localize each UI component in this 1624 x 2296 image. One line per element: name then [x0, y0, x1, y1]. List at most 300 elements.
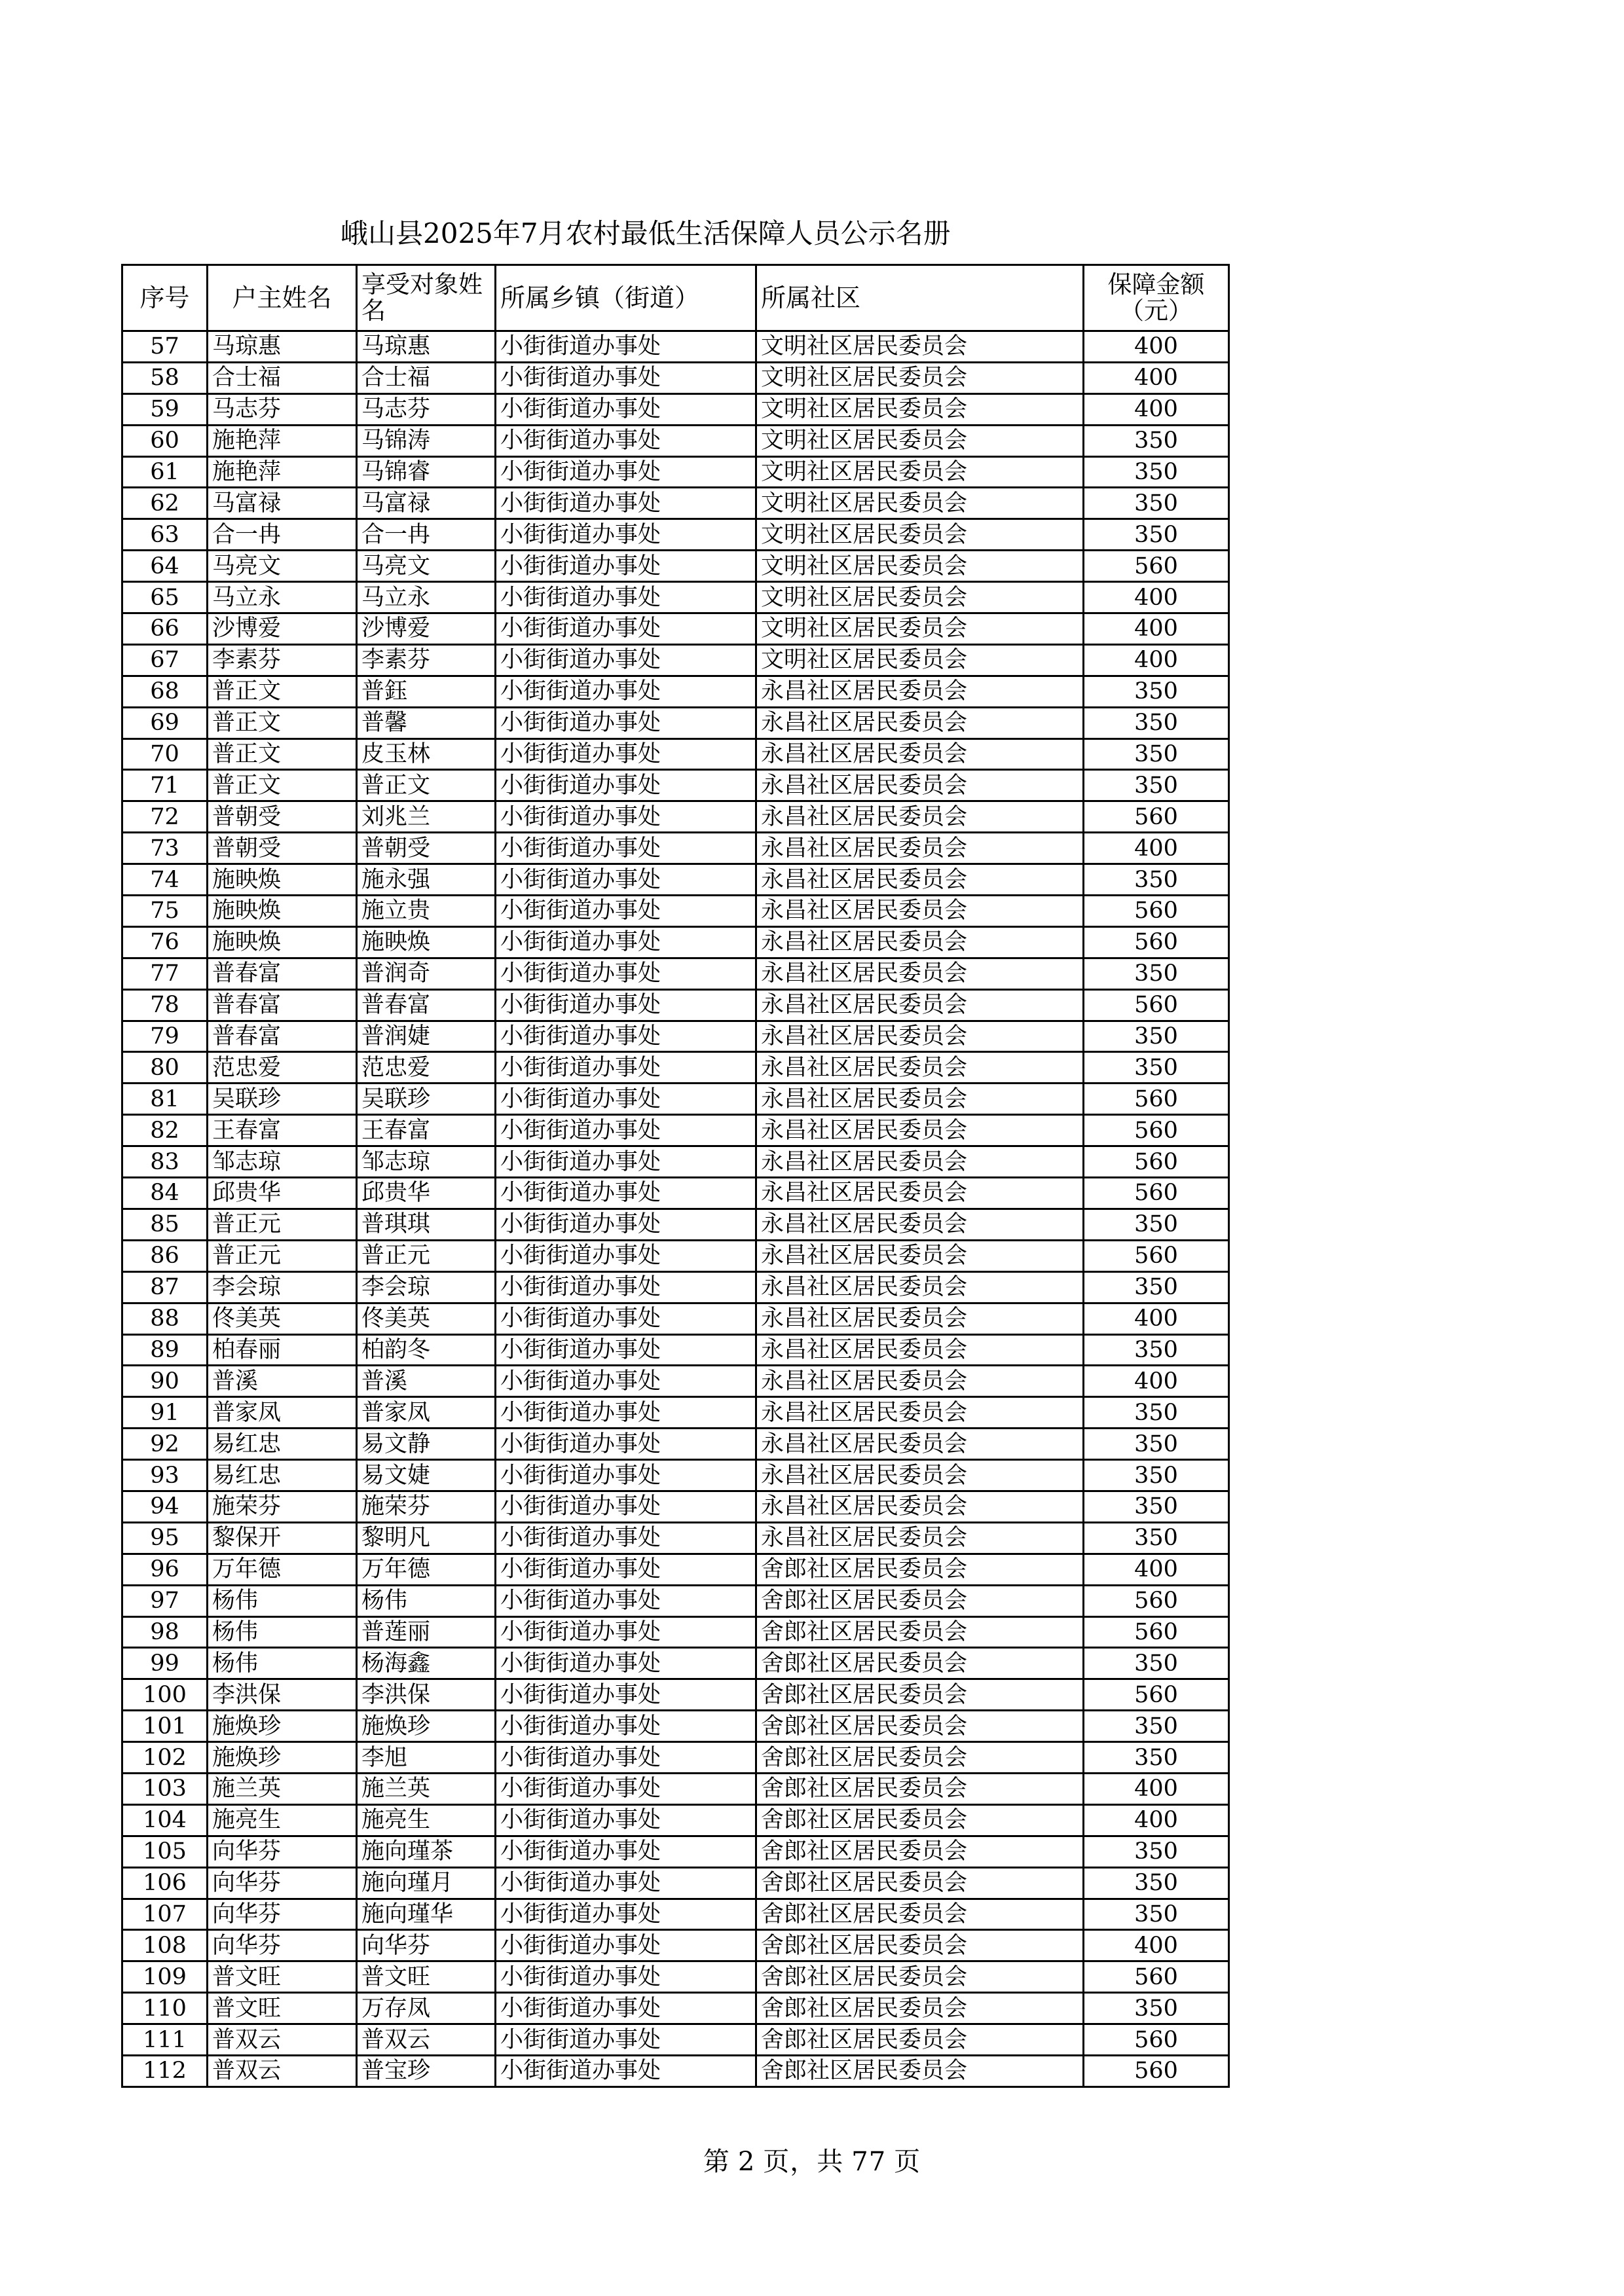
cell-township: 小街街道办事处: [496, 1867, 756, 1899]
cell-township: 小街街道办事处: [496, 738, 756, 770]
cell-beneficiary: 施荣芬: [357, 1491, 496, 1522]
table-row: [122, 676, 1229, 707]
cell-index: 87: [122, 1271, 208, 1303]
table-row: [122, 1961, 1229, 1993]
cell-beneficiary: 施兰英: [357, 1773, 496, 1804]
cell-beneficiary: 普宝珍: [357, 2055, 496, 2086]
table-row: [122, 1084, 1229, 1115]
cell-township: 小街街道办事处: [496, 1303, 756, 1334]
cell-beneficiary: 刘兆兰: [357, 801, 496, 833]
cell-township: 小街街道办事处: [496, 770, 756, 801]
cell-community: 永昌社区居民委员会: [756, 1178, 1084, 1209]
cell-township: 小街街道办事处: [496, 519, 756, 551]
cell-community: 舍郎社区居民委员会: [756, 2055, 1084, 2086]
cell-beneficiary: 李素芬: [357, 644, 496, 676]
cell-householder: 合一冉: [208, 519, 357, 551]
cell-householder: 普春富: [208, 1021, 357, 1052]
cell-community: 永昌社区居民委员会: [756, 1146, 1084, 1178]
cell-amount: 400: [1084, 613, 1229, 645]
cell-amount: 350: [1084, 1429, 1229, 1460]
cell-householder: 杨伟: [208, 1616, 357, 1648]
cell-householder: 马亮文: [208, 551, 357, 582]
cell-community: 舍郎社区居民委员会: [756, 1804, 1084, 1836]
cell-beneficiary: 施向瑾月: [357, 1867, 496, 1899]
cell-index: 82: [122, 1115, 208, 1146]
cell-beneficiary: 柏韵冬: [357, 1334, 496, 1366]
table-row: [122, 1178, 1229, 1209]
cell-amount: 400: [1084, 1366, 1229, 1397]
table-row: [122, 738, 1229, 770]
roster-table: [121, 264, 1230, 2088]
cell-index: 76: [122, 926, 208, 958]
cell-index: 69: [122, 707, 208, 738]
cell-householder: 邹志琼: [208, 1146, 357, 1178]
cell-beneficiary: 普莲丽: [357, 1616, 496, 1648]
cell-township: 小街街道办事处: [496, 393, 756, 425]
cell-beneficiary: 普文旺: [357, 1961, 496, 1993]
table-row: [122, 1585, 1229, 1616]
cell-community: 舍郎社区居民委员会: [756, 1867, 1084, 1899]
cell-amount: 350: [1084, 864, 1229, 896]
table-row: [122, 1836, 1229, 1867]
cell-index: 106: [122, 1867, 208, 1899]
cell-householder: 施艳萍: [208, 425, 357, 456]
cell-index: 59: [122, 393, 208, 425]
column-header-index: 序号: [122, 265, 208, 331]
cell-township: 小街街道办事处: [496, 1052, 756, 1084]
table-row: [122, 1460, 1229, 1491]
cell-township: 小街街道办事处: [496, 488, 756, 519]
table-row: [122, 1115, 1229, 1146]
cell-amount: 350: [1084, 1711, 1229, 1742]
cell-index: 88: [122, 1303, 208, 1334]
cell-beneficiary: 普润婕: [357, 1021, 496, 1052]
cell-community: 舍郎社区居民委员会: [756, 1679, 1084, 1711]
table-row: [122, 613, 1229, 645]
table-row: [122, 582, 1229, 613]
cell-householder: 佟美英: [208, 1303, 357, 1334]
table-row: [122, 1711, 1229, 1742]
cell-index: 81: [122, 1084, 208, 1115]
cell-community: 文明社区居民委员会: [756, 456, 1084, 488]
cell-householder: 施映焕: [208, 896, 357, 927]
cell-index: 68: [122, 676, 208, 707]
cell-beneficiary: 施立贵: [357, 896, 496, 927]
cell-beneficiary: 施映焕: [357, 926, 496, 958]
cell-householder: 施焕珍: [208, 1711, 357, 1742]
cell-township: 小街街道办事处: [496, 676, 756, 707]
cell-community: 舍郎社区居民委员会: [756, 1554, 1084, 1585]
cell-community: 永昌社区居民委员会: [756, 801, 1084, 833]
cell-amount: 350: [1084, 770, 1229, 801]
cell-township: 小街街道办事处: [496, 801, 756, 833]
table-row: [122, 1240, 1229, 1271]
cell-index: 77: [122, 958, 208, 989]
table-row: [122, 833, 1229, 864]
cell-amount: 350: [1084, 1460, 1229, 1491]
cell-township: 小街街道办事处: [496, 582, 756, 613]
cell-beneficiary: 黎明凡: [357, 1522, 496, 1554]
table-row: [122, 1679, 1229, 1711]
cell-beneficiary: 范忠爱: [357, 1052, 496, 1084]
cell-amount: 350: [1084, 1209, 1229, 1240]
table-row: [122, 1554, 1229, 1585]
cell-beneficiary: 易文婕: [357, 1460, 496, 1491]
cell-index: 105: [122, 1836, 208, 1867]
table-row: [122, 644, 1229, 676]
cell-householder: 杨伟: [208, 1648, 357, 1679]
cell-amount: 350: [1084, 519, 1229, 551]
cell-index: 90: [122, 1366, 208, 1397]
cell-beneficiary: 马立永: [357, 582, 496, 613]
cell-beneficiary: 李会琼: [357, 1271, 496, 1303]
cell-township: 小街街道办事处: [496, 1271, 756, 1303]
cell-community: 永昌社区居民委员会: [756, 833, 1084, 864]
cell-householder: 普朝受: [208, 833, 357, 864]
cell-township: 小街街道办事处: [496, 1021, 756, 1052]
cell-householder: 万年德: [208, 1554, 357, 1585]
table-row: [122, 1742, 1229, 1774]
cell-index: 110: [122, 1993, 208, 2024]
cell-township: 小街街道办事处: [496, 1397, 756, 1429]
cell-index: 95: [122, 1522, 208, 1554]
cell-index: 104: [122, 1804, 208, 1836]
cell-beneficiary: 施亮生: [357, 1804, 496, 1836]
cell-community: 文明社区居民委员会: [756, 613, 1084, 645]
cell-community: 文明社区居民委员会: [756, 488, 1084, 519]
cell-amount: 560: [1084, 926, 1229, 958]
cell-beneficiary: 普正元: [357, 1240, 496, 1271]
cell-township: 小街街道办事处: [496, 1585, 756, 1616]
cell-beneficiary: 邱贵华: [357, 1178, 496, 1209]
cell-community: 永昌社区居民委员会: [756, 1491, 1084, 1522]
cell-index: 96: [122, 1554, 208, 1585]
cell-householder: 普正元: [208, 1209, 357, 1240]
cell-township: 小街街道办事处: [496, 1554, 756, 1585]
cell-community: 永昌社区居民委员会: [756, 896, 1084, 927]
cell-community: 永昌社区居民委员会: [756, 676, 1084, 707]
cell-beneficiary: 普双云: [357, 2024, 496, 2056]
cell-community: 舍郎社区居民委员会: [756, 1585, 1084, 1616]
cell-householder: 施艳萍: [208, 456, 357, 488]
cell-community: 舍郎社区居民委员会: [756, 1899, 1084, 1930]
cell-householder: 普双云: [208, 2055, 357, 2086]
cell-index: 71: [122, 770, 208, 801]
cell-township: 小街街道办事处: [496, 1648, 756, 1679]
cell-amount: 560: [1084, 1115, 1229, 1146]
cell-community: 永昌社区居民委员会: [756, 1084, 1084, 1115]
table-row: [122, 864, 1229, 896]
table-row: [122, 519, 1229, 551]
cell-amount: 560: [1084, 1679, 1229, 1711]
cell-community: 永昌社区居民委员会: [756, 1240, 1084, 1271]
footer-middle: 页，共: [763, 2147, 844, 2177]
cell-township: 小街街道办事处: [496, 456, 756, 488]
cell-householder: 邱贵华: [208, 1178, 357, 1209]
cell-index: 91: [122, 1397, 208, 1429]
cell-community: 舍郎社区居民委员会: [756, 1993, 1084, 2024]
cell-community: 永昌社区居民委员会: [756, 1397, 1084, 1429]
table-row: [122, 958, 1229, 989]
table-row: [122, 896, 1229, 927]
cell-index: 79: [122, 1021, 208, 1052]
table-row: [122, 1522, 1229, 1554]
table-row: [122, 926, 1229, 958]
cell-index: 65: [122, 582, 208, 613]
cell-beneficiary: 李洪保: [357, 1679, 496, 1711]
cell-township: 小街街道办事处: [496, 1366, 756, 1397]
cell-township: 小街街道办事处: [496, 1209, 756, 1240]
cell-community: 永昌社区居民委员会: [756, 1021, 1084, 1052]
cell-amount: 560: [1084, 2055, 1229, 2086]
cell-community: 文明社区居民委员会: [756, 551, 1084, 582]
cell-township: 小街街道办事处: [496, 833, 756, 864]
cell-index: 63: [122, 519, 208, 551]
cell-community: 舍郎社区居民委员会: [756, 1836, 1084, 1867]
cell-amount: 400: [1084, 1554, 1229, 1585]
cell-amount: 350: [1084, 958, 1229, 989]
cell-community: 文明社区居民委员会: [756, 425, 1084, 456]
cell-amount: 350: [1084, 1334, 1229, 1366]
cell-township: 小街街道办事处: [496, 707, 756, 738]
cell-community: 舍郎社区居民委员会: [756, 2024, 1084, 2056]
column-header-beneficiary: 享受对象姓名: [357, 265, 496, 331]
cell-township: 小街街道办事处: [496, 1679, 756, 1711]
cell-township: 小街街道办事处: [496, 2024, 756, 2056]
cell-beneficiary: 马锦睿: [357, 456, 496, 488]
cell-index: 92: [122, 1429, 208, 1460]
table-header-row: [122, 265, 1229, 331]
cell-householder: 普正文: [208, 707, 357, 738]
cell-community: 文明社区居民委员会: [756, 644, 1084, 676]
cell-community: 舍郎社区居民委员会: [756, 1616, 1084, 1648]
document-title: 峨山县2025年7月农村最低生活保障人员公示名册: [341, 217, 951, 249]
cell-householder: 向华芬: [208, 1930, 357, 1961]
cell-township: 小街街道办事处: [496, 1429, 756, 1460]
cell-index: 100: [122, 1679, 208, 1711]
cell-amount: 400: [1084, 644, 1229, 676]
cell-community: 舍郎社区居民委员会: [756, 1930, 1084, 1961]
cell-beneficiary: 马富禄: [357, 488, 496, 519]
table-row: [122, 2055, 1229, 2086]
page-footer: [0, 2141, 1624, 2178]
cell-amount: 350: [1084, 1993, 1229, 2024]
column-header-township: 所属乡镇（街道）: [496, 265, 756, 331]
cell-beneficiary: 普正文: [357, 770, 496, 801]
cell-householder: 易红忠: [208, 1429, 357, 1460]
cell-beneficiary: 王春富: [357, 1115, 496, 1146]
cell-community: 永昌社区居民委员会: [756, 1052, 1084, 1084]
table-row: [122, 1648, 1229, 1679]
cell-householder: 马琼惠: [208, 331, 357, 363]
cell-householder: 施映焕: [208, 926, 357, 958]
cell-township: 小街街道办事处: [496, 425, 756, 456]
cell-township: 小街街道办事处: [496, 1961, 756, 1993]
table-row: [122, 1616, 1229, 1648]
cell-amount: 400: [1084, 1804, 1229, 1836]
cell-community: 舍郎社区居民委员会: [756, 1742, 1084, 1774]
cell-householder: 李洪保: [208, 1679, 357, 1711]
cell-township: 小街街道办事处: [496, 1084, 756, 1115]
cell-amount: 350: [1084, 738, 1229, 770]
cell-community: 舍郎社区居民委员会: [756, 1711, 1084, 1742]
cell-beneficiary: 佟美英: [357, 1303, 496, 1334]
cell-beneficiary: 李旭: [357, 1742, 496, 1774]
table-row: [122, 362, 1229, 393]
cell-index: 101: [122, 1711, 208, 1742]
cell-index: 60: [122, 425, 208, 456]
cell-householder: 向华芬: [208, 1836, 357, 1867]
cell-amount: 350: [1084, 1867, 1229, 1899]
cell-township: 小街街道办事处: [496, 1773, 756, 1804]
cell-amount: 350: [1084, 1397, 1229, 1429]
cell-amount: 400: [1084, 833, 1229, 864]
cell-householder: 柏春丽: [208, 1334, 357, 1366]
cell-householder: 王春富: [208, 1115, 357, 1146]
cell-amount: 400: [1084, 1930, 1229, 1961]
cell-householder: 施兰英: [208, 1773, 357, 1804]
table-row: [122, 1303, 1229, 1334]
cell-beneficiary: 邹志琼: [357, 1146, 496, 1178]
cell-beneficiary: 杨海鑫: [357, 1648, 496, 1679]
cell-township: 小街街道办事处: [496, 613, 756, 645]
table-row: [122, 2024, 1229, 2056]
cell-community: 文明社区居民委员会: [756, 393, 1084, 425]
cell-householder: 黎保开: [208, 1522, 357, 1554]
cell-beneficiary: 杨伟: [357, 1585, 496, 1616]
cell-township: 小街街道办事处: [496, 551, 756, 582]
cell-amount: 400: [1084, 1303, 1229, 1334]
cell-beneficiary: 马亮文: [357, 551, 496, 582]
cell-beneficiary: 合一冉: [357, 519, 496, 551]
cell-householder: 普文旺: [208, 1961, 357, 1993]
cell-amount: 560: [1084, 1178, 1229, 1209]
cell-township: 小街街道办事处: [496, 1460, 756, 1491]
cell-index: 58: [122, 362, 208, 393]
cell-community: 舍郎社区居民委员会: [756, 1961, 1084, 1993]
cell-amount: 560: [1084, 896, 1229, 927]
cell-householder: 李素芬: [208, 644, 357, 676]
cell-householder: 普春富: [208, 958, 357, 989]
table-row: [122, 1021, 1229, 1052]
column-header-community: 所属社区: [756, 265, 1084, 331]
table-row: [122, 1993, 1229, 2024]
cell-amount: 400: [1084, 331, 1229, 363]
cell-householder: 普正元: [208, 1240, 357, 1271]
table-row: [122, 1146, 1229, 1178]
cell-householder: 向华芬: [208, 1899, 357, 1930]
cell-beneficiary: 普春富: [357, 989, 496, 1021]
cell-township: 小街街道办事处: [496, 926, 756, 958]
cell-householder: 范忠爱: [208, 1052, 357, 1084]
cell-community: 舍郎社区居民委员会: [756, 1773, 1084, 1804]
cell-township: 小街街道办事处: [496, 362, 756, 393]
cell-householder: 李会琼: [208, 1271, 357, 1303]
cell-index: 93: [122, 1460, 208, 1491]
cell-township: 小街街道办事处: [496, 989, 756, 1021]
cell-householder: 吴联珍: [208, 1084, 357, 1115]
cell-beneficiary: 马志芬: [357, 393, 496, 425]
cell-township: 小街街道办事处: [496, 1930, 756, 1961]
cell-householder: 沙博爱: [208, 613, 357, 645]
cell-amount: 560: [1084, 1585, 1229, 1616]
cell-community: 永昌社区居民委员会: [756, 989, 1084, 1021]
cell-index: 64: [122, 551, 208, 582]
table-row: [122, 1867, 1229, 1899]
cell-amount: 350: [1084, 1648, 1229, 1679]
cell-householder: 合士福: [208, 362, 357, 393]
footer-suffix: 页: [894, 2147, 921, 2177]
cell-community: 永昌社区居民委员会: [756, 1366, 1084, 1397]
cell-township: 小街街道办事处: [496, 1491, 756, 1522]
column-header-householder: 户主姓名: [208, 265, 357, 331]
table-row: [122, 1209, 1229, 1240]
cell-community: 永昌社区居民委员会: [756, 1460, 1084, 1491]
cell-township: 小街街道办事处: [496, 1804, 756, 1836]
cell-community: 永昌社区居民委员会: [756, 707, 1084, 738]
cell-householder: 普正文: [208, 738, 357, 770]
cell-beneficiary: 普鈺: [357, 676, 496, 707]
table-row: [122, 1930, 1229, 1961]
cell-amount: 560: [1084, 1240, 1229, 1271]
cell-amount: 350: [1084, 425, 1229, 456]
cell-beneficiary: 普馨: [357, 707, 496, 738]
cell-township: 小街街道办事处: [496, 1115, 756, 1146]
cell-beneficiary: 易文静: [357, 1429, 496, 1460]
cell-amount: 350: [1084, 1271, 1229, 1303]
cell-beneficiary: 皮玉林: [357, 738, 496, 770]
table-row: [122, 1491, 1229, 1522]
cell-index: 108: [122, 1930, 208, 1961]
cell-beneficiary: 万存凤: [357, 1993, 496, 2024]
table-row: [122, 1366, 1229, 1397]
cell-index: 83: [122, 1146, 208, 1178]
table-row: [122, 331, 1229, 363]
cell-beneficiary: 施永强: [357, 864, 496, 896]
cell-householder: 施亮生: [208, 1804, 357, 1836]
cell-beneficiary: 普润奇: [357, 958, 496, 989]
cell-amount: 560: [1084, 551, 1229, 582]
cell-amount: 350: [1084, 1491, 1229, 1522]
table-row: [122, 801, 1229, 833]
table-row: [122, 456, 1229, 488]
table-row: [122, 1271, 1229, 1303]
cell-index: 70: [122, 738, 208, 770]
cell-beneficiary: 向华芬: [357, 1930, 496, 1961]
cell-beneficiary: 施向瑾茶: [357, 1836, 496, 1867]
cell-community: 永昌社区居民委员会: [756, 1429, 1084, 1460]
cell-township: 小街街道办事处: [496, 1146, 756, 1178]
cell-householder: 普溪: [208, 1366, 357, 1397]
cell-beneficiary: 普朝受: [357, 833, 496, 864]
cell-township: 小街街道办事处: [496, 1334, 756, 1366]
cell-householder: 普春富: [208, 989, 357, 1021]
cell-community: 文明社区居民委员会: [756, 331, 1084, 363]
cell-index: 73: [122, 833, 208, 864]
cell-beneficiary: 合士福: [357, 362, 496, 393]
cell-index: 94: [122, 1491, 208, 1522]
cell-township: 小街街道办事处: [496, 2055, 756, 2086]
cell-amount: 400: [1084, 393, 1229, 425]
cell-amount: 350: [1084, 1836, 1229, 1867]
table-row: [122, 488, 1229, 519]
cell-community: 永昌社区居民委员会: [756, 1115, 1084, 1146]
cell-community: 永昌社区居民委员会: [756, 1522, 1084, 1554]
cell-beneficiary: 马锦涛: [357, 425, 496, 456]
cell-township: 小街街道办事处: [496, 1711, 756, 1742]
cell-index: 66: [122, 613, 208, 645]
cell-index: 103: [122, 1773, 208, 1804]
